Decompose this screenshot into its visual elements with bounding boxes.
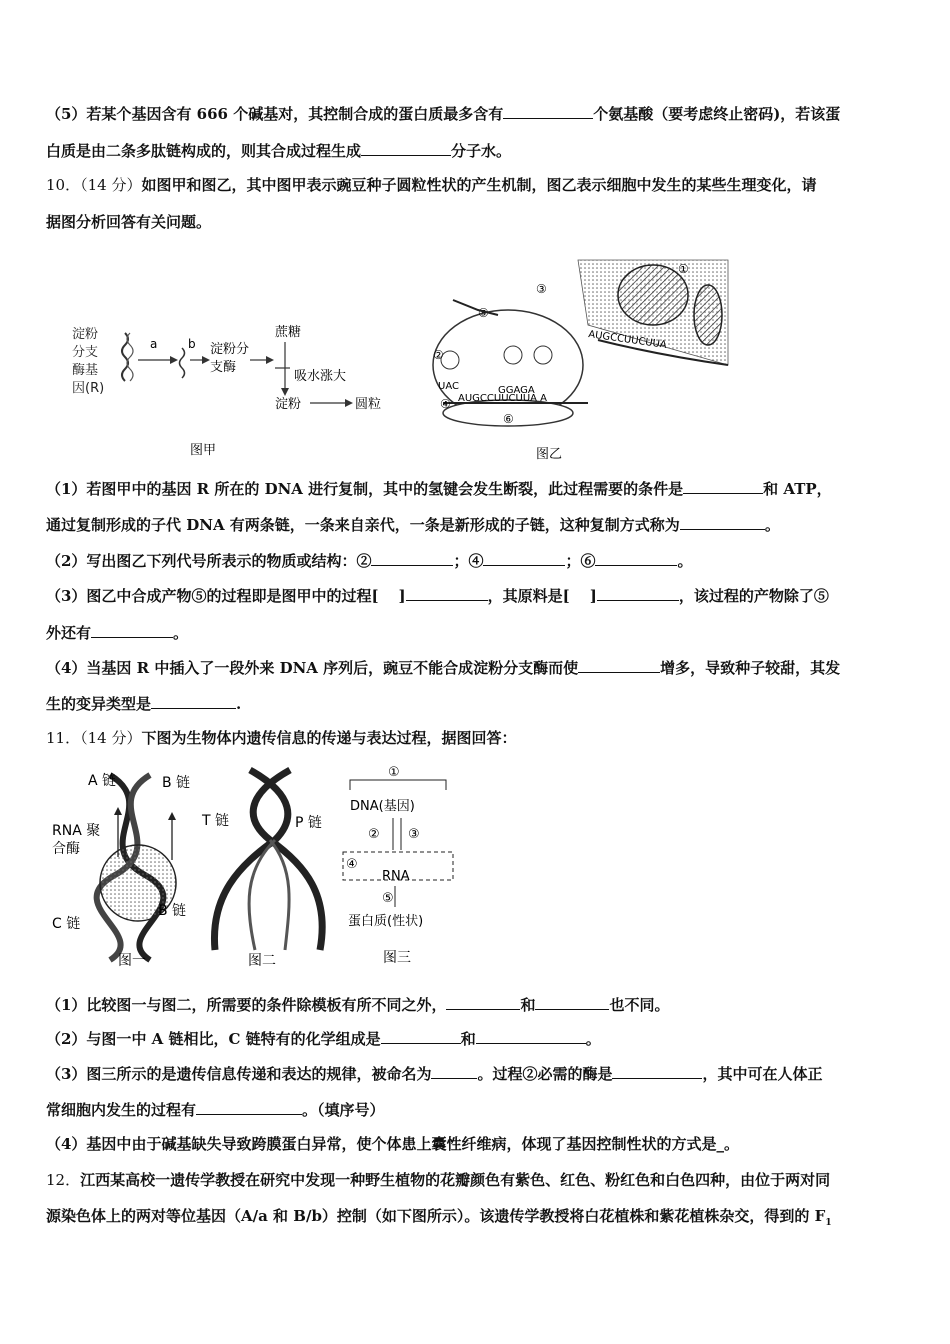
jia-caption: 图甲 — [190, 443, 217, 458]
answer-blank[interactable] — [597, 585, 679, 601]
q11-2-text: （2）与图一中 A 链相比，C 链特有的化学组成是 — [46, 1030, 381, 1048]
q10-3-text: ] — [398, 587, 406, 605]
q11-2-line — [46, 1028, 601, 1049]
fig1-a-chain: A 链 — [88, 773, 117, 789]
answer-blank[interactable] — [683, 478, 763, 494]
yi-label-4: ④ — [440, 397, 451, 411]
jia-arrow-c-head — [266, 356, 274, 364]
fig1-caption: 图一 — [118, 953, 146, 969]
yi-uac: UAC — [438, 381, 459, 392]
fig3-rna: RNA — [382, 869, 410, 884]
jia-label-b: b — [188, 337, 196, 351]
q10-4-text: （4）当基因 R 中插入了一段外来 DNA 序列后，豌豆不能合成淀粉分支酶而使 — [46, 659, 579, 677]
yi-dna-loop2 — [694, 285, 722, 345]
q10-stem-text2: 据图分析回答有关问题。 — [46, 213, 212, 231]
yi-label-6: ⑥ — [503, 412, 514, 426]
yi-label-5: ⑤ — [478, 306, 489, 320]
q11-stem-text: 下图为生物体内遗传信息的传递与表达过程，据图回答： — [141, 729, 517, 747]
jia-water: 吸水涨大 — [294, 369, 347, 384]
answer-blank[interactable] — [91, 622, 173, 638]
jia-mrna-squiggle — [180, 348, 185, 378]
fig1-arrow-head — [168, 812, 176, 820]
q10-2-text: （2）写出图乙下列代号所表示的物质或结构：② — [46, 552, 372, 570]
q10-4-text: 生的变异类型是 — [46, 695, 152, 713]
q9-5-text-d: 分子水。 — [451, 142, 512, 160]
q9-5-text-b: 个氨基酸（要考虑终止密码)，若该蛋 — [593, 105, 841, 123]
q11-1-text: （1）比较图一与图二，所需要的条件除模板有所不同之外， — [46, 996, 447, 1014]
fig3-loop-arrow — [350, 780, 446, 790]
fig3-n4: ④ — [346, 857, 358, 872]
fig1-b-chain-bottom: B 链 — [158, 903, 187, 919]
q10-3-text: （3）图乙中合成产物⑤的过程即是图甲中的过程[ — [46, 587, 379, 605]
answer-blank[interactable] — [196, 1099, 302, 1115]
q10-2-text: ；④ — [453, 552, 484, 570]
fig1-arrow-head — [114, 807, 122, 815]
figure-jia — [70, 318, 400, 463]
q12-number: 12． — [46, 1171, 81, 1189]
q11-4-text: （4）基因中由于碱基缺失导致跨膜蛋白异常，使个体患上囊性纤维病，体现了基因控制性状的方式是_。 — [46, 1135, 739, 1153]
q10-3-line1 — [46, 585, 829, 606]
q10-1-text: 和 ATP， — [763, 480, 832, 498]
q10-1-line1 — [46, 478, 832, 499]
jia-enzyme-label: 支酶 — [210, 360, 237, 375]
figure-3 — [338, 762, 463, 970]
yi-trna — [504, 346, 522, 364]
yi-trna — [534, 346, 552, 364]
q10-stem-line2 — [46, 212, 211, 232]
fig3-n5: ⑤ — [382, 891, 394, 906]
answer-blank[interactable] — [535, 994, 609, 1010]
q10-4-line2 — [46, 693, 241, 714]
q11-3-line2 — [46, 1099, 385, 1120]
q9-5-text-a: （5）若某个基因含有 666 个碱基对，其控制合成的蛋白质最多含有 — [46, 105, 504, 123]
q9-5-line1 — [46, 103, 840, 124]
q12-line2 — [46, 1206, 832, 1233]
answer-blank[interactable] — [406, 585, 488, 601]
fig1-rna-pol: RNA 聚 — [52, 823, 101, 839]
q10-1-text: 通过复制形成的子代 DNA 有两条链，一条来自亲代，一条是新形成的子链，这种复制方式称为 — [46, 516, 680, 534]
q10-score: （14 分） — [80, 176, 142, 194]
yi-peptide — [453, 300, 498, 315]
q12-text: 源染色体上的两对等位基因（A/a 和 B/b）控制（如下图所示）。该遗传学教授将白花植株和紫花植株杂交，得到的 F — [46, 1207, 826, 1225]
jia-gene-label: 因(R) — [72, 381, 105, 396]
q11-2-text: 。 — [585, 1030, 601, 1048]
jia-starch: 淀粉 — [275, 397, 302, 412]
q10-number: 10． — [46, 176, 81, 194]
fig1-c-chain: C 链 — [52, 916, 81, 932]
q10-1-text: 。 — [764, 516, 780, 534]
yi-caption: 图乙 — [536, 447, 563, 462]
q11-3-text: 。过程②必需的酶是 — [477, 1065, 613, 1083]
fig3-n1: ① — [388, 765, 400, 780]
q10-3-text: ，其原料是[ — [487, 587, 570, 605]
q12-line1 — [46, 1170, 830, 1190]
q10-stem-text: 如图甲和图乙，其中图甲表示豌豆种子圆粒性状的产生机制，图乙表示细胞中发生的某些生理变化，请 — [141, 176, 817, 194]
answer-blank[interactable] — [595, 550, 677, 566]
yi-gga: GGAGA — [498, 385, 535, 396]
figure-yi — [428, 255, 738, 465]
figure-2 — [200, 765, 340, 970]
q10-4-text: 增多，导致种子较甜，其发 — [660, 659, 841, 677]
fig2-t-chain: T 链 — [202, 813, 230, 829]
fig3-n2: ② — [368, 827, 380, 842]
q10-3-text: 外还有 — [46, 624, 92, 642]
jia-sucrose: 蔗糖 — [275, 325, 302, 340]
yi-label-3: ③ — [536, 282, 547, 296]
fig1-b-chain-top: B 链 — [162, 775, 191, 791]
answer-blank[interactable] — [361, 140, 451, 156]
q11-3-line1 — [46, 1063, 822, 1084]
jia-label-a: a — [150, 337, 158, 351]
q12-text: 江西某高校一遗传学教授在研究中发现一种野生植物的花瓣颜色有紫色、红色、粉红色和白色四种，由位于两对同 — [80, 1171, 831, 1189]
answer-blank[interactable] — [483, 550, 565, 566]
figure-1 — [50, 765, 210, 970]
jia-gene-label: 酶基 — [72, 363, 99, 378]
q10-3-text: ] — [589, 587, 597, 605]
answer-blank[interactable] — [503, 103, 593, 119]
q9-5-line2 — [46, 140, 511, 161]
jia-arrow-a-head — [170, 356, 178, 364]
q11-stem — [46, 728, 516, 748]
q11-number: 11． — [46, 729, 81, 747]
fig3-n3: ③ — [408, 827, 420, 842]
fig3-caption: 图三 — [383, 950, 411, 966]
q10-3-text: ，该过程的产物除了⑤ — [678, 587, 829, 605]
yi-seq-bottom: AUGCCUUCUUA A — [458, 393, 547, 404]
jia-arrow-b-head — [202, 356, 210, 364]
q11-3-text: （3）图三所示的是遗传信息传递和表达的规律，被命名为 — [46, 1065, 432, 1083]
fig2-caption: 图二 — [248, 953, 276, 969]
q10-3-line2 — [46, 622, 188, 643]
answer-blank[interactable] — [446, 994, 520, 1010]
jia-arrow-down-head — [281, 388, 289, 396]
answer-blank[interactable] — [371, 550, 453, 566]
fig3-dna: DNA(基因) — [350, 799, 415, 814]
answer-blank[interactable] — [431, 1063, 477, 1079]
jia-round: 圆粒 — [355, 397, 382, 412]
q11-3-text: ，其中可在人体正 — [702, 1065, 823, 1083]
yi-label-2: ② — [433, 348, 444, 362]
q11-3-text: 。（填序号） — [302, 1101, 385, 1119]
q10-3-text: 。 — [173, 624, 189, 642]
q12-subscript: 1 — [825, 1218, 832, 1228]
yi-label-1: ① — [678, 262, 689, 276]
jia-arrow-e-head — [345, 399, 353, 407]
q10-2-text: ；⑥ — [565, 552, 596, 570]
q10-4-text: . — [236, 695, 242, 713]
q11-3-text: 常细胞内发生的过程有 — [46, 1101, 197, 1119]
q11-1-text: 也不同。 — [609, 996, 670, 1014]
jia-gene-label: 淀粉 — [72, 327, 99, 342]
answer-blank[interactable] — [381, 1028, 461, 1044]
q10-4-line1 — [46, 657, 840, 678]
q11-score: （14 分） — [80, 729, 142, 747]
fig3-protein: 蛋白质(性状) — [348, 914, 424, 929]
q10-2-line — [46, 550, 693, 571]
q10-1-text: （1）若图甲中的基因 R 所在的 DNA 进行复制，其中的氢键会发生断裂，此过程需要的条件是 — [46, 480, 684, 498]
answer-blank[interactable] — [151, 693, 236, 709]
q10-2-text: 。 — [677, 552, 693, 570]
jia-gene-label: 分支 — [72, 345, 99, 360]
answer-blank[interactable] — [578, 657, 660, 673]
q11-2-text: 和 — [460, 1030, 476, 1048]
jia-enzyme-label: 淀粉分 — [210, 342, 250, 357]
answer-blank[interactable] — [612, 1063, 702, 1079]
q10-stem-line1 — [46, 175, 816, 195]
yi-seq-top: AUGCCUUCUUA — [587, 329, 668, 351]
answer-blank[interactable] — [680, 514, 765, 530]
q11-4-line — [46, 1134, 739, 1154]
q10-1-line2 — [46, 514, 780, 535]
fig1-rna-pol: 合酶 — [52, 841, 80, 857]
fig2-p-chain: P 链 — [295, 815, 322, 831]
answer-blank[interactable] — [476, 1028, 586, 1044]
q9-5-text-c: 白质是由二条多肽链构成的，则其合成过程生成 — [46, 142, 362, 160]
q11-1-text: 和 — [520, 996, 536, 1014]
q11-1-line — [46, 994, 669, 1015]
